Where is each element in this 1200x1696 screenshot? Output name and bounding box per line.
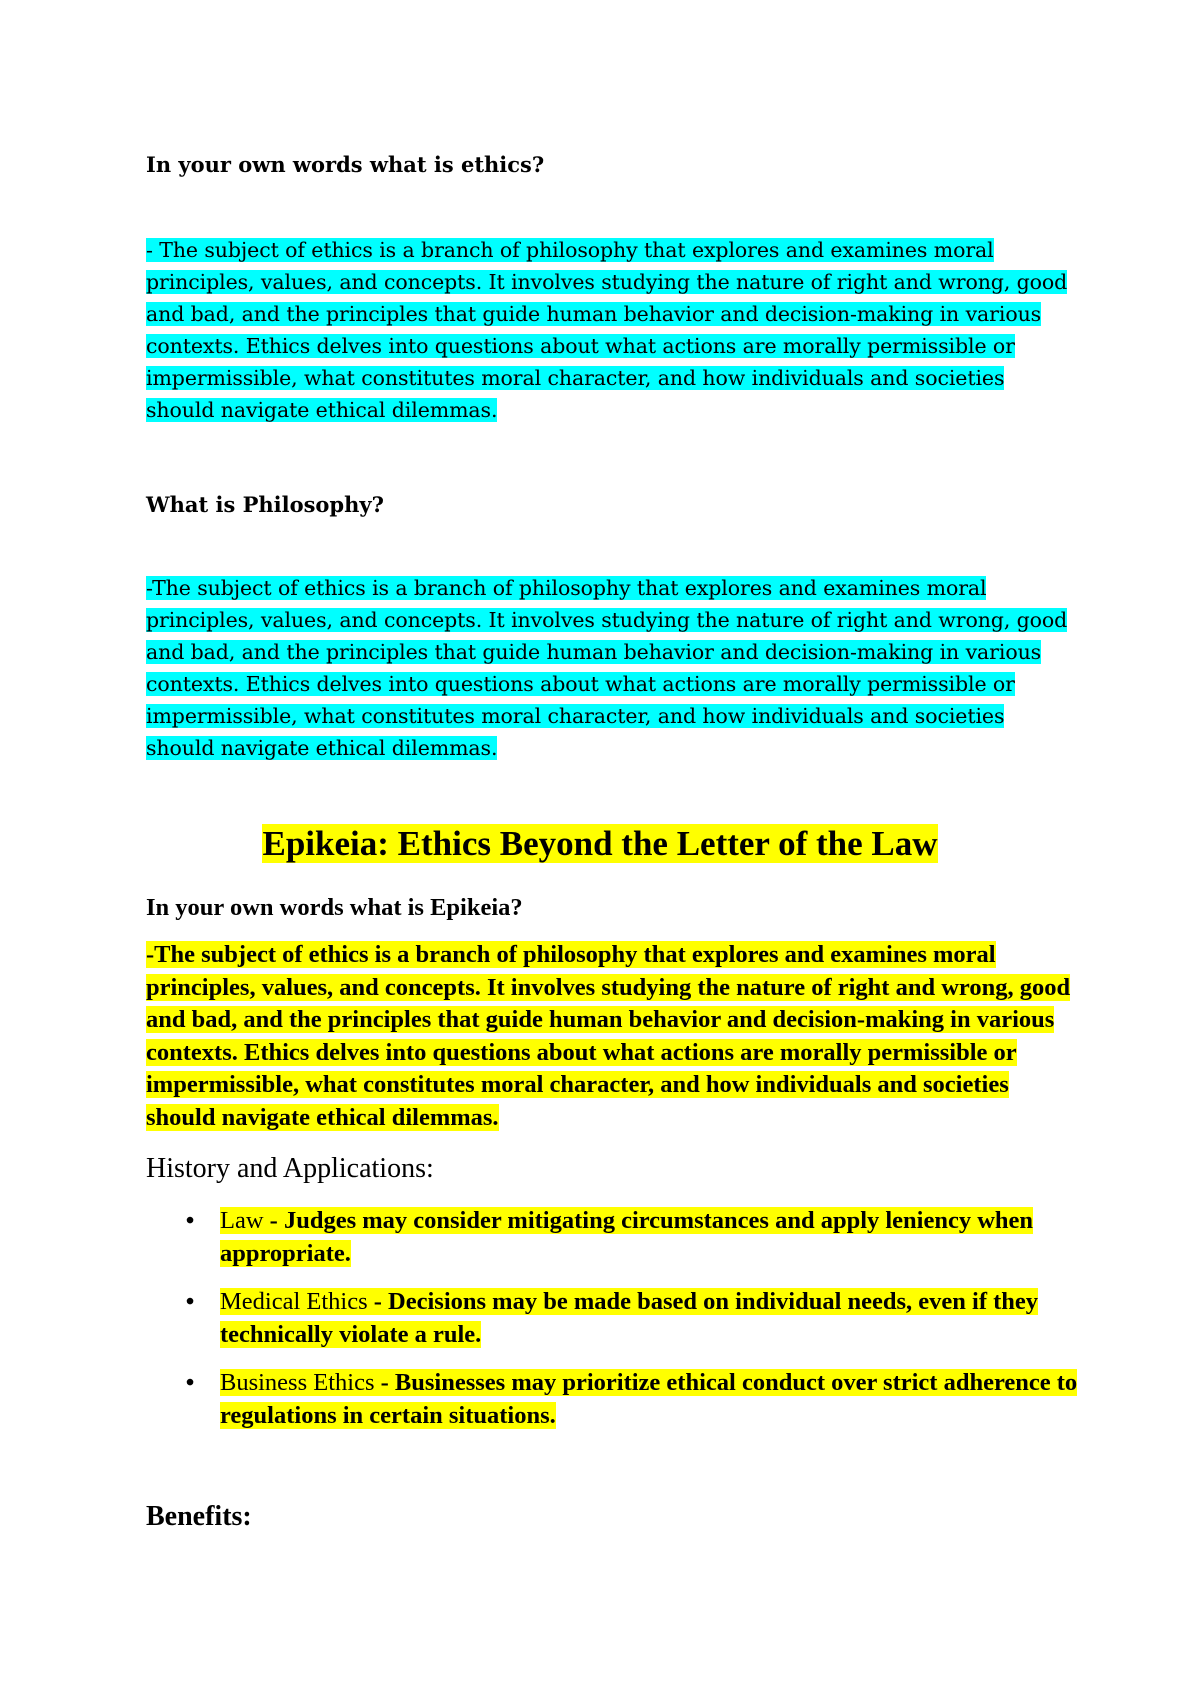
list-item	[180, 1286, 1080, 1351]
answer-ethics-text: - The subject of ethics is a branch of philosophy that explores and examines moral principles, values, and concepts. It involves studying the nature of right and wrong, good and bad, and the principles that guide human behavior and decision-making in various contexts. Ethics delves into questions about what actions are morally permissible or impermissible, what constitutes moral character, and how individuals and societies should navigate ethical dilemmas.	[146, 238, 1068, 422]
history-heading-block	[146, 1152, 1076, 1186]
list-item-text	[220, 1369, 1077, 1429]
question-epikeia: In your own words what is Epikeia?	[146, 894, 523, 921]
section-title-text: Epikeia: Ethics Beyond the Letter of the Law	[262, 824, 938, 863]
list-item-text	[220, 1207, 1033, 1267]
answer-philosophy	[146, 572, 1076, 764]
answer-epikeia	[146, 939, 1076, 1134]
bullet-icon: •	[185, 1207, 195, 1234]
list-item-description: - Businesses may prioritize ethical conduct over strict adherence to regulations in certain situations.	[220, 1369, 1078, 1429]
question-philosophy: What is Philosophy?	[146, 492, 384, 517]
question-ethics-block	[146, 152, 1076, 178]
answer-philosophy-text: -The subject of ethics is a branch of philosophy that explores and examines moral principles, values, and concepts. It involves studying the nature of right and wrong, good and bad, and the principles that guide human behavior and decision-making in various contexts. Ethics delves into questions about what actions are morally permissible or impermissible, what constitutes moral character, and how individuals and societies should navigate ethical dilemmas.	[146, 576, 1068, 760]
history-list	[180, 1205, 1080, 1448]
list-item	[180, 1367, 1080, 1432]
history-heading: History and Applications:	[146, 1153, 434, 1184]
question-epikeia-block	[146, 893, 1076, 923]
answer-ethics	[146, 234, 1076, 426]
section-title-epikeia	[0, 822, 1200, 866]
question-philosophy-block	[146, 492, 1076, 518]
answer-epikeia-block	[146, 939, 1076, 1134]
list-item-text	[220, 1288, 1038, 1348]
bullet-icon: •	[185, 1288, 195, 1315]
answer-ethics-block	[146, 234, 1076, 426]
list-item-description: - Decisions may be made based on individual needs, even if they technically violate a rule.	[220, 1288, 1039, 1348]
answer-epikeia-text: -The subject of ethics is a branch of philosophy that explores and examines moral principles, values, and concepts. It involves studying the nature of right and wrong, good and bad, and the principles that guide human behavior and decision-making in various contexts. Ethics delves into questions about what actions are morally permissible or impermissible, what constitutes moral character, and how individuals and societies should navigate ethical dilemmas.	[146, 941, 1071, 1131]
list-item-description: - Judges may consider mitigating circumstances and apply leniency when appropriate.	[220, 1207, 1034, 1267]
question-ethics: In your own words what is ethics?	[146, 152, 545, 177]
benefits-heading-block	[146, 1500, 1076, 1534]
list-item-term: Business Ethics	[220, 1369, 375, 1396]
answer-philosophy-block	[146, 572, 1076, 764]
bullet-icon: •	[185, 1369, 195, 1396]
list-item	[180, 1205, 1080, 1270]
list-item-term: Law	[220, 1207, 264, 1234]
list-item-term: Medical Ethics	[220, 1288, 368, 1315]
benefits-heading: Benefits:	[146, 1501, 252, 1532]
